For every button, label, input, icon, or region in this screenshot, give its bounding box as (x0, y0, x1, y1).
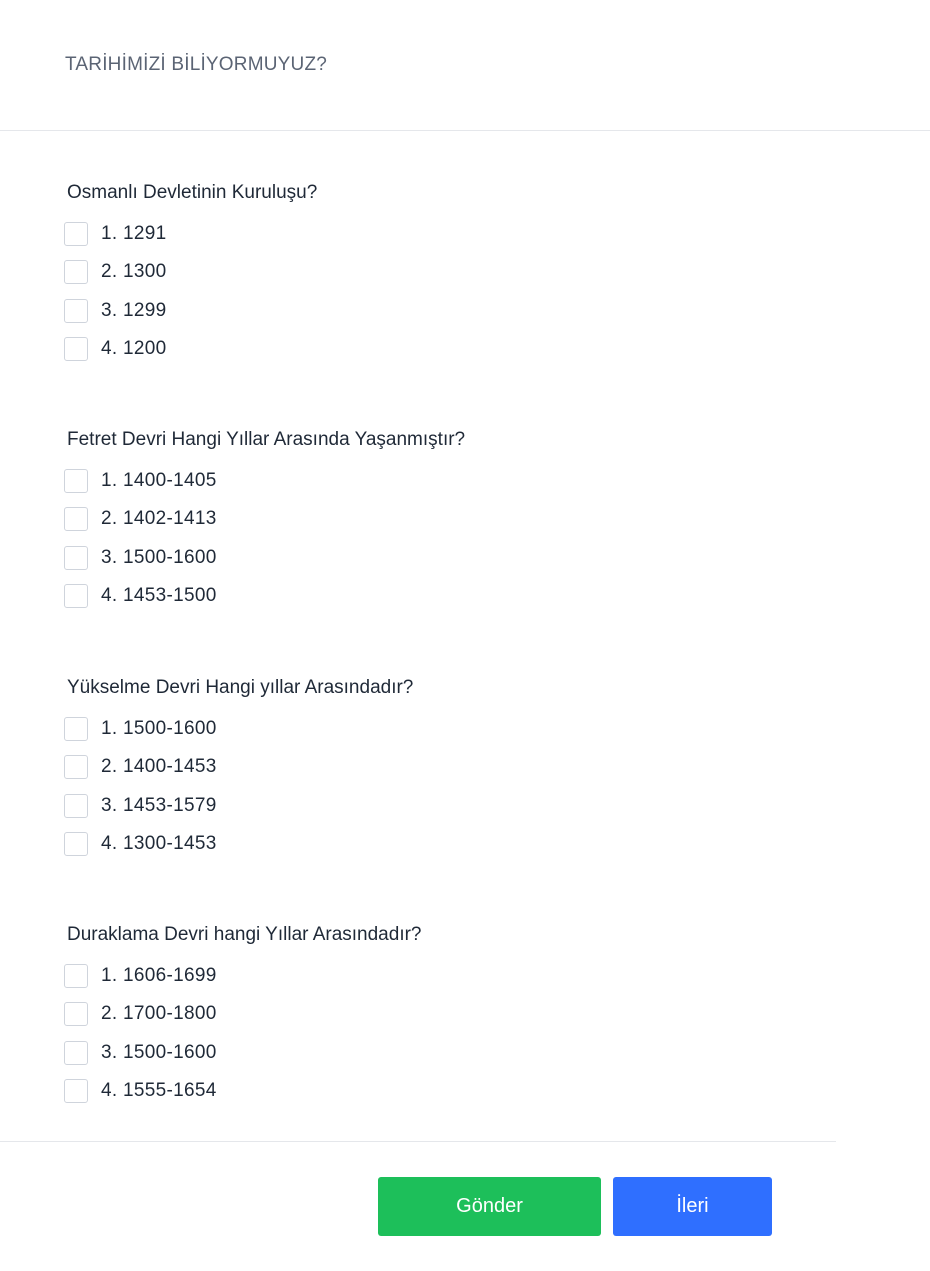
option-item[interactable] (64, 261, 824, 299)
option-label[interactable]: 4. 1300-1453 (101, 833, 217, 855)
question-2 (64, 428, 824, 623)
option-item[interactable] (64, 833, 824, 871)
option-item[interactable] (64, 585, 824, 623)
question-title: Osmanlı Devletinin Kuruluşu? (67, 182, 318, 203)
option-item[interactable] (64, 795, 824, 833)
option-list (64, 470, 824, 623)
option-checkbox[interactable] (64, 832, 88, 856)
option-checkbox[interactable] (64, 755, 88, 779)
option-label[interactable]: 1. 1291 (101, 223, 167, 245)
option-label[interactable]: 2. 1400-1453 (101, 756, 217, 778)
option-label[interactable]: 2. 1300 (101, 261, 167, 283)
option-checkbox[interactable] (64, 299, 88, 323)
option-item[interactable] (64, 508, 824, 546)
option-checkbox[interactable] (64, 1079, 88, 1103)
option-label[interactable]: 2. 1402-1413 (101, 508, 217, 530)
option-item[interactable] (64, 1003, 824, 1041)
footer-divider (0, 1141, 836, 1142)
option-checkbox[interactable] (64, 469, 88, 493)
option-item[interactable] (64, 965, 824, 1003)
option-label[interactable]: 1. 1400-1405 (101, 470, 217, 492)
question-1 (64, 181, 824, 376)
question-title: Duraklama Devri hangi Yıllar Arasındadır? (67, 924, 422, 945)
option-label[interactable]: 3. 1299 (101, 299, 167, 321)
option-label[interactable]: 4. 1453-1500 (101, 585, 217, 607)
option-checkbox[interactable] (64, 1041, 88, 1065)
option-checkbox[interactable] (64, 337, 88, 361)
option-item[interactable] (64, 338, 824, 376)
question-3 (64, 676, 824, 871)
question-title: Yükselme Devri Hangi yıllar Arasındadır? (67, 677, 414, 698)
option-item[interactable] (64, 223, 824, 261)
option-checkbox[interactable] (64, 584, 88, 608)
option-list (64, 965, 824, 1118)
option-label[interactable]: 3. 1500-1600 (101, 546, 217, 568)
option-checkbox[interactable] (64, 507, 88, 531)
option-item[interactable] (64, 547, 824, 585)
option-item[interactable] (64, 1080, 824, 1118)
option-item[interactable] (64, 1042, 824, 1080)
option-label[interactable]: 1. 1606-1699 (101, 965, 217, 987)
option-item[interactable] (64, 756, 824, 794)
question-4 (64, 923, 824, 1118)
option-list (64, 718, 824, 871)
option-checkbox[interactable] (64, 222, 88, 246)
page-header (0, 0, 930, 131)
option-label[interactable]: 4. 1555-1654 (101, 1080, 217, 1102)
option-item[interactable] (64, 470, 824, 508)
question-title: Fetret Devri Hangi Yıllar Arasında Yaşanmıştır? (67, 429, 466, 450)
option-checkbox[interactable] (64, 717, 88, 741)
option-checkbox[interactable] (64, 546, 88, 570)
option-label[interactable]: 3. 1500-1600 (101, 1041, 217, 1063)
option-label[interactable]: 2. 1700-1800 (101, 1003, 217, 1025)
option-label[interactable]: 1. 1500-1600 (101, 718, 217, 740)
option-list (64, 223, 824, 376)
option-checkbox[interactable] (64, 260, 88, 284)
option-label[interactable]: 4. 1200 (101, 338, 167, 360)
option-item[interactable] (64, 300, 824, 338)
next-button[interactable]: İleri (613, 1177, 772, 1236)
option-item[interactable] (64, 718, 824, 756)
page-title: TARİHİMİZİ BİLİYORMUYUZ? (65, 54, 328, 75)
option-checkbox[interactable] (64, 964, 88, 988)
option-checkbox[interactable] (64, 1002, 88, 1026)
option-checkbox[interactable] (64, 794, 88, 818)
option-label[interactable]: 3. 1453-1579 (101, 794, 217, 816)
submit-button[interactable]: Gönder (378, 1177, 601, 1236)
